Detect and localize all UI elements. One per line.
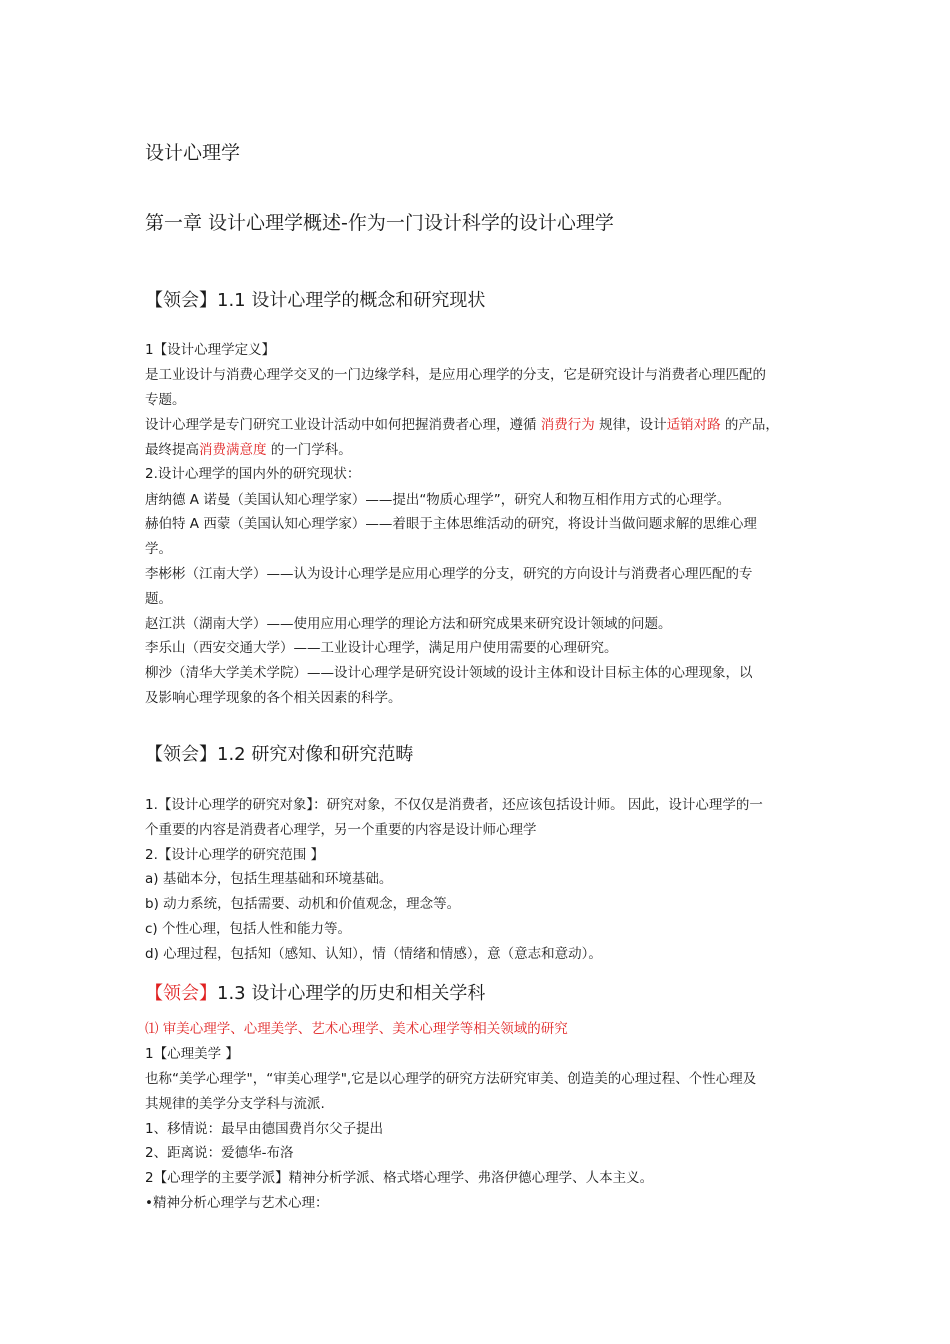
scope-item-b: b) 动力系统，包括需要、动机和价值观念，理念等。 bbox=[145, 896, 461, 912]
text-segment: 设计心理学是专门研究工业设计活动中如何把握消费者心理，遵循 bbox=[145, 417, 541, 433]
researcher-li-binbin-2: 题。 bbox=[145, 591, 172, 607]
paragraph-consumer-behavior bbox=[145, 413, 779, 433]
scope-item-d: d) 心理过程，包括知（感知、认知），情（情绪和情感），意（意志和意动）。 bbox=[145, 946, 602, 962]
psych-aesthetics-text-1: 也称“美学心理学"，“审美心理学",它是以心理学的研究方法研究审美、创造美的心理过程、个性心理及 bbox=[145, 1071, 757, 1087]
related-fields-subheading: ⑴ 审美心理学、心理美学、艺术心理学、美术心理学等相关领域的研究 bbox=[145, 1021, 568, 1037]
chapter-heading: 第一章 设计心理学概述-作为一门设计科学的设计心理学 bbox=[145, 212, 614, 234]
research-status-label: 2.设计心理学的国内外的研究现状： bbox=[145, 466, 361, 482]
text-segment: 的一门学科。 bbox=[266, 442, 352, 458]
research-object-1: 1.【设计心理学的研究对象】：研究对象，不仅仅是消费者，还应该包括设计师。 因此，设计心理学的一 bbox=[145, 797, 763, 813]
highlight-satisfaction: 消费满意度 bbox=[199, 442, 267, 458]
text-segment: 最终提高 bbox=[145, 442, 199, 458]
definition-text-1: 是工业设计与消费心理学交叉的一门边缘学科，是应用心理学的分支，它是研究设计与消费者心理匹配的 bbox=[145, 367, 766, 383]
text-segment: 规律，设计 bbox=[594, 417, 667, 433]
heading-tag: 【领会】 bbox=[145, 983, 217, 1004]
psychoanalysis-art-bullet: •精神分析心理学与艺术心理： bbox=[145, 1195, 329, 1211]
researcher-simon-2: 学。 bbox=[145, 541, 172, 557]
research-scope-label: 2.【设计心理学的研究范围 】 bbox=[145, 847, 325, 863]
highlight-consumer-behavior: 消费行为 bbox=[540, 417, 595, 433]
psych-aesthetics-label: 1【心理美学 】 bbox=[145, 1046, 239, 1062]
research-object-2: 个重要的内容是消费者心理学，另一个重要的内容是设计师心理学 bbox=[145, 822, 537, 838]
researcher-simon-1: 赫伯特 A 西蒙（美国认知心理学家）——着眼于主体思维活动的研究，将设计当做问题求解的思维心理 bbox=[145, 516, 757, 532]
researcher-liu-sha-1: 柳沙（清华大学美术学院）——设计心理学是研究设计领域的设计主体和设计目标主体的心理现象，以 bbox=[145, 665, 753, 681]
researcher-li-leshan: 李乐山（西安交通大学）——工业设计心理学，满足用户使用需要的心理研究。 bbox=[145, 640, 618, 656]
definition-label: 1【设计心理学定义】 bbox=[145, 342, 276, 358]
psych-aesthetics-text-2: 其规律的美学分支学科与流派. bbox=[145, 1096, 325, 1112]
scope-item-c: c) 个性心理，包括人性和能力等。 bbox=[145, 921, 351, 937]
researcher-li-binbin-1: 李彬彬（江南大学）——认为设计心理学是应用心理学的分支，研究的方向设计与消费者心理匹配的专 bbox=[145, 566, 753, 582]
paragraph-satisfaction bbox=[145, 438, 352, 458]
distance-theory: 2、距离说：爱德华-布洛 bbox=[145, 1145, 294, 1161]
text-segment: 的产品， bbox=[720, 417, 779, 433]
heading-text: 1.3 设计心理学的历史和相关学科 bbox=[217, 983, 486, 1004]
researcher-liu-sha-2: 及影响心理学现象的各个相关因素的科学。 bbox=[145, 690, 402, 706]
section-1-2-heading: 【领会】1.2 研究对像和研究范畴 bbox=[145, 744, 414, 765]
scope-item-a: a) 基础本分，包括生理基础和环境基础。 bbox=[145, 871, 393, 887]
empathy-theory: 1、移情说：最早由德国费肖尔父子提出 bbox=[145, 1121, 384, 1137]
researcher-norman: 唐纳德 A 诺曼（美国认知心理学家）——提出“物质心理学”，研究人和物互相作用方式的心理学。 bbox=[145, 492, 731, 508]
section-1-3-heading bbox=[145, 979, 485, 1005]
definition-text-2: 专题。 bbox=[145, 392, 186, 408]
doc-title: 设计心理学 bbox=[145, 142, 241, 164]
researcher-zhao-jianghong: 赵江洪（湖南大学）——使用应用心理学的理论方法和研究成果来研究设计领域的问题。 bbox=[145, 616, 672, 632]
section-1-1-heading: 【领会】1.1 设计心理学的概念和研究现状 bbox=[145, 290, 486, 311]
main-schools: 2【心理学的主要学派】精神分析学派、格式塔心理学、弗洛伊德心理学、人本主义。 bbox=[145, 1170, 654, 1186]
highlight-marketable: 适销对路 bbox=[666, 417, 721, 433]
